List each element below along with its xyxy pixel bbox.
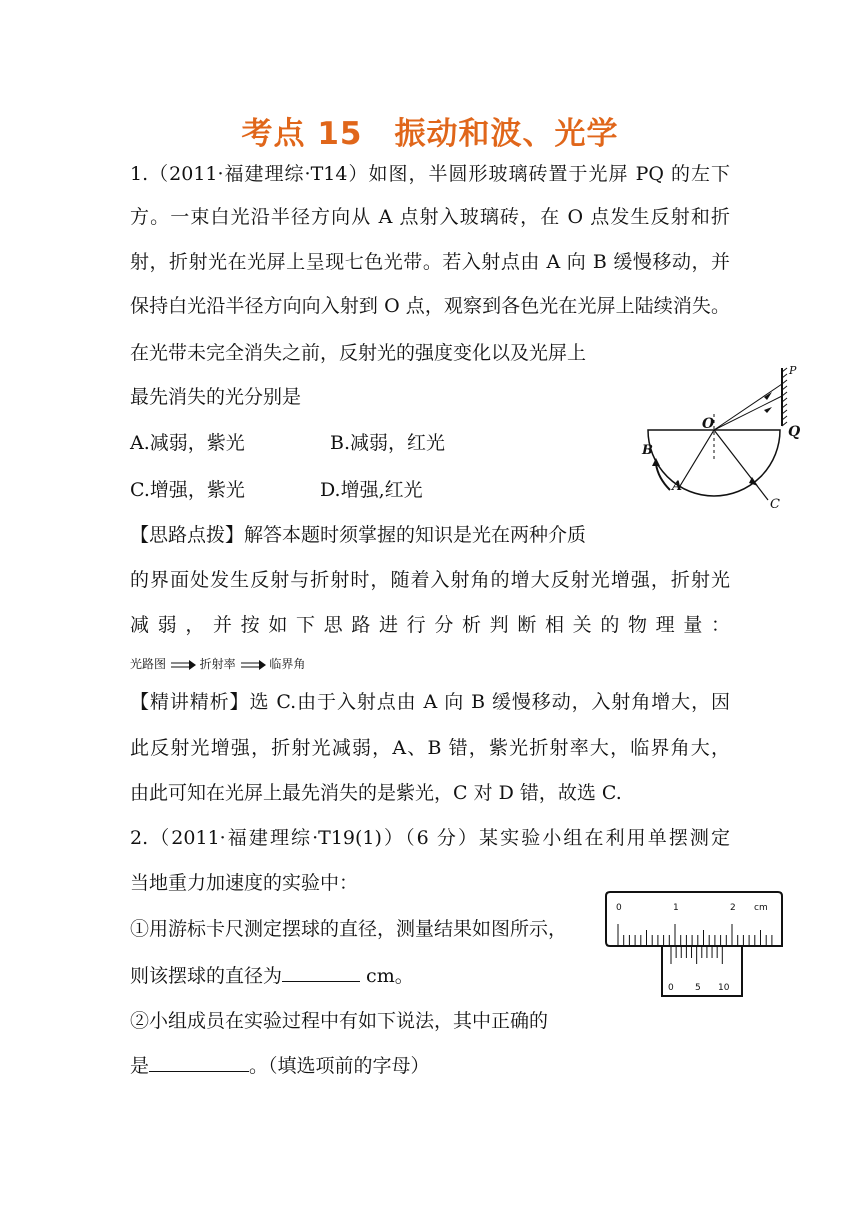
option-d: D.增强,红光 (320, 479, 423, 501)
q1-line-4: 保持白光沿半径方向向入射到 O 点，观察到各色光在光屏上陆续消失。 (130, 295, 730, 317)
q1-line-6: 最先消失的光分别是 (130, 386, 302, 408)
page-title: 考点 15 振动和波、光学 (241, 116, 619, 152)
flow-step-1: 光路图 (130, 657, 167, 671)
option-c: C.增强，紫光 (130, 479, 245, 501)
q2-sub2-answer-line (130, 1053, 430, 1078)
unit-label: cm (754, 903, 768, 913)
q2-sub1-prefix: 则该摆球的直径为 (130, 965, 283, 987)
hint-line-1: 【思路点拨】解答本题时须掌握的知识是光在两种介质 (130, 524, 587, 546)
q2-line-1: 2.（2011·福建理综·T19(1)）（6 分）某实验小组在利用单摆测定 (130, 827, 730, 849)
main-label-0: 0 (616, 903, 622, 913)
double-arrow-icon (170, 660, 196, 670)
q2-sub2: ②小组成员在实验过程中有如下说法，其中正确的 (130, 1010, 549, 1032)
answer-line-2: 此反射光增强，折射光减弱，A、B 错，紫光折射率大，临界角大， (130, 737, 730, 759)
flow-chart (130, 652, 305, 676)
answer-blank-2[interactable] (149, 1053, 249, 1072)
label-b: B (642, 443, 653, 458)
q2-line-2: 当地重力加速度的实验中： (130, 872, 359, 894)
answer-blank-1[interactable] (282, 963, 360, 982)
label-o: O (702, 416, 715, 432)
optics-figure (636, 362, 808, 514)
q2-sub2-suffix: 。（填选项前的字母） (249, 1055, 430, 1077)
answer-line-1: 【精讲精析】选 C.由于入射点由 A 向 B 缓慢移动，入射角增大，因 (130, 691, 730, 713)
vernier-label-10: 10 (718, 983, 730, 993)
main-label-1: 1 (673, 903, 679, 913)
label-q: Q (788, 424, 801, 440)
double-arrow-icon (240, 660, 266, 670)
label-c: C (770, 497, 780, 512)
q2-sub2-prefix: 是 (130, 1055, 150, 1077)
option-a: A.减弱，紫光 (130, 432, 245, 454)
vernier-caliper-figure (604, 890, 784, 1000)
q1-line-5: 在光带未完全消失之前，反射光的强度变化以及光屏上 (130, 342, 587, 364)
q2-sub1-answer-line (130, 963, 414, 988)
answer-line-3: 由此可知在光屏上最先消失的是紫光，C 对 D 错，故选 C. (130, 782, 622, 804)
q1-line-2: 方。一束白光沿半径方向从 A 点射入玻璃砖，在 O 点发生反射和折 (130, 206, 730, 228)
main-label-2: 2 (730, 903, 736, 913)
q2-sub1-suffix: cm。 (360, 965, 414, 987)
q1-line-1: 1.（2011·福建理综·T14）如图，半圆形玻璃砖置于光屏 PQ 的左下 (130, 163, 730, 185)
q1-options-row-2 (130, 478, 423, 502)
flow-step-3: 临界角 (269, 657, 306, 671)
q2-sub1: ①用游标卡尺测定摆球的直径，测量结果如图所示， (130, 918, 568, 940)
vernier-label-5: 5 (695, 983, 701, 993)
label-a: A (672, 479, 683, 494)
q1-line-3: 射，折射光在光屏上呈现七色光带。若入射点由 A 向 B 缓慢移动，并 (130, 251, 730, 273)
vernier-label-0: 0 (668, 983, 674, 993)
flow-step-2: 折射率 (199, 657, 236, 671)
hint-line-2: 的界面处发生反射与折射时，随着入射角的增大反射光增强，折射光 (130, 569, 730, 591)
hint-line-3: 减 弱 ， 并 按 如 下 思 路 进 行 分 析 判 断 相 关 的 物 理 量 ： (130, 614, 730, 636)
q1-options-row-1 (130, 431, 446, 455)
label-p: P (789, 364, 797, 377)
option-b: B.减弱，红光 (330, 432, 446, 454)
